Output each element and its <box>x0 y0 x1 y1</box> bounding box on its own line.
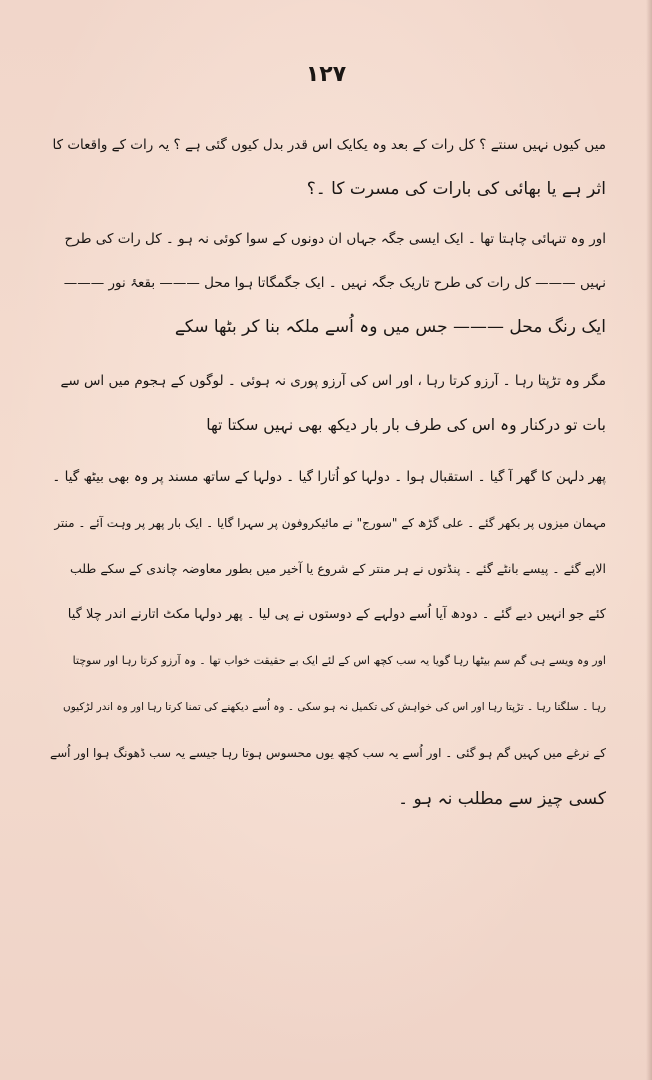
page-number: ۱۲۷ <box>305 62 347 87</box>
text-line: پھر دلہن کا گھر آ گیا ۔ استقبال ہوا ۔ دولہا کو اُتارا گیا ۔ دولہا کے ساتھ مسند پر وہ بھی بیٹھ گیا ۔ <box>52 469 606 485</box>
text-line: میں کیوں نہیں سنتے ؟ کل رات کے بعد وہ یکایک اس قدر بدل کیوں گئی ہے ؟ یہ رات کے واقعات کا <box>52 137 606 153</box>
text-line: بات تو درکنار وہ اس کی طرف بار بار دیکھ بھی نہیں سکتا تھا <box>206 416 606 434</box>
text-line: کسی چیز سے مطلب نہ ہو ۔ <box>398 789 606 809</box>
text-line: الاپے گئے ۔ پیسے بانٹے گئے ۔ پنڈتوں نے ہر منتر کے شروع یا آخیر میں بطور معاوضہ چاندی کے سکے طلب <box>70 561 606 576</box>
text-line: مہمان میزوں پر بکھر گئے ۔ علی گڑھ کے "سورج" نے مائیکروفون پر سہرا گایا ۔ ایک بار پھر پر وہت آئے ۔ منتر <box>54 516 606 530</box>
page-edge-shadow <box>646 0 652 1080</box>
text-line: مگر وہ تڑپتا رہا ۔ آرزو کرتا رہا ، اور اس کی آرزو پوری نہ ہوئی ۔ لوگوں کے ہجوم میں اس سے <box>60 373 606 389</box>
text-line: اور وہ تنہائی چاہتا تھا ۔ ایک ایسی جگہ جہاں ان دونوں کے سوا کوئی نہ ہو ۔ کل رات کی طرح <box>64 231 606 247</box>
text-line: ایک رنگ محل ——— جس میں وہ اُسے ملکہ بنا کر بٹھا سکے <box>174 317 606 337</box>
text-line: نہیں ——— کل رات کی طرح تاریک جگہ نہیں ۔ ایک جگمگاتا ہوا محل ——— بقعۂ نور ——— <box>63 275 606 291</box>
text-line: اثر ہے یا بھائی کی بارات کی مسرت کا ۔؟ <box>306 179 606 199</box>
text-line: اور وہ ویسے ہی گم سم بیٹھا رہا گویا یہ سب کچھ اس کے لئے ایک بے حقیقت خواب تھا ۔ وہ آرزو کرتا رہا اور سوچتا <box>72 654 606 667</box>
text-line: رہا ۔ سلگتا رہا ۔ تڑپتا رہا اور اس کی خواہش کی تکمیل نہ ہو سکی ۔ وہ اُسے دیکھنے کی تمنا کرتا رہا اور وہ اندر لڑکیوں <box>63 701 606 713</box>
text-line: کئے جو انہیں دیے گئے ۔ دودھ آیا اُسے دولہے کے دوستوں نے پی لیا ۔ پھر دولہا مکٹ اتارنے اندر چلا گیا <box>67 607 606 622</box>
text-line: کے نرغے میں کہیں گم ہو گئی ۔ اور اُسے یہ سب کچھ یوں محسوس ہوتا رہا جیسے یہ سب ڈھونگ ہوا اور اُسے <box>50 746 606 760</box>
